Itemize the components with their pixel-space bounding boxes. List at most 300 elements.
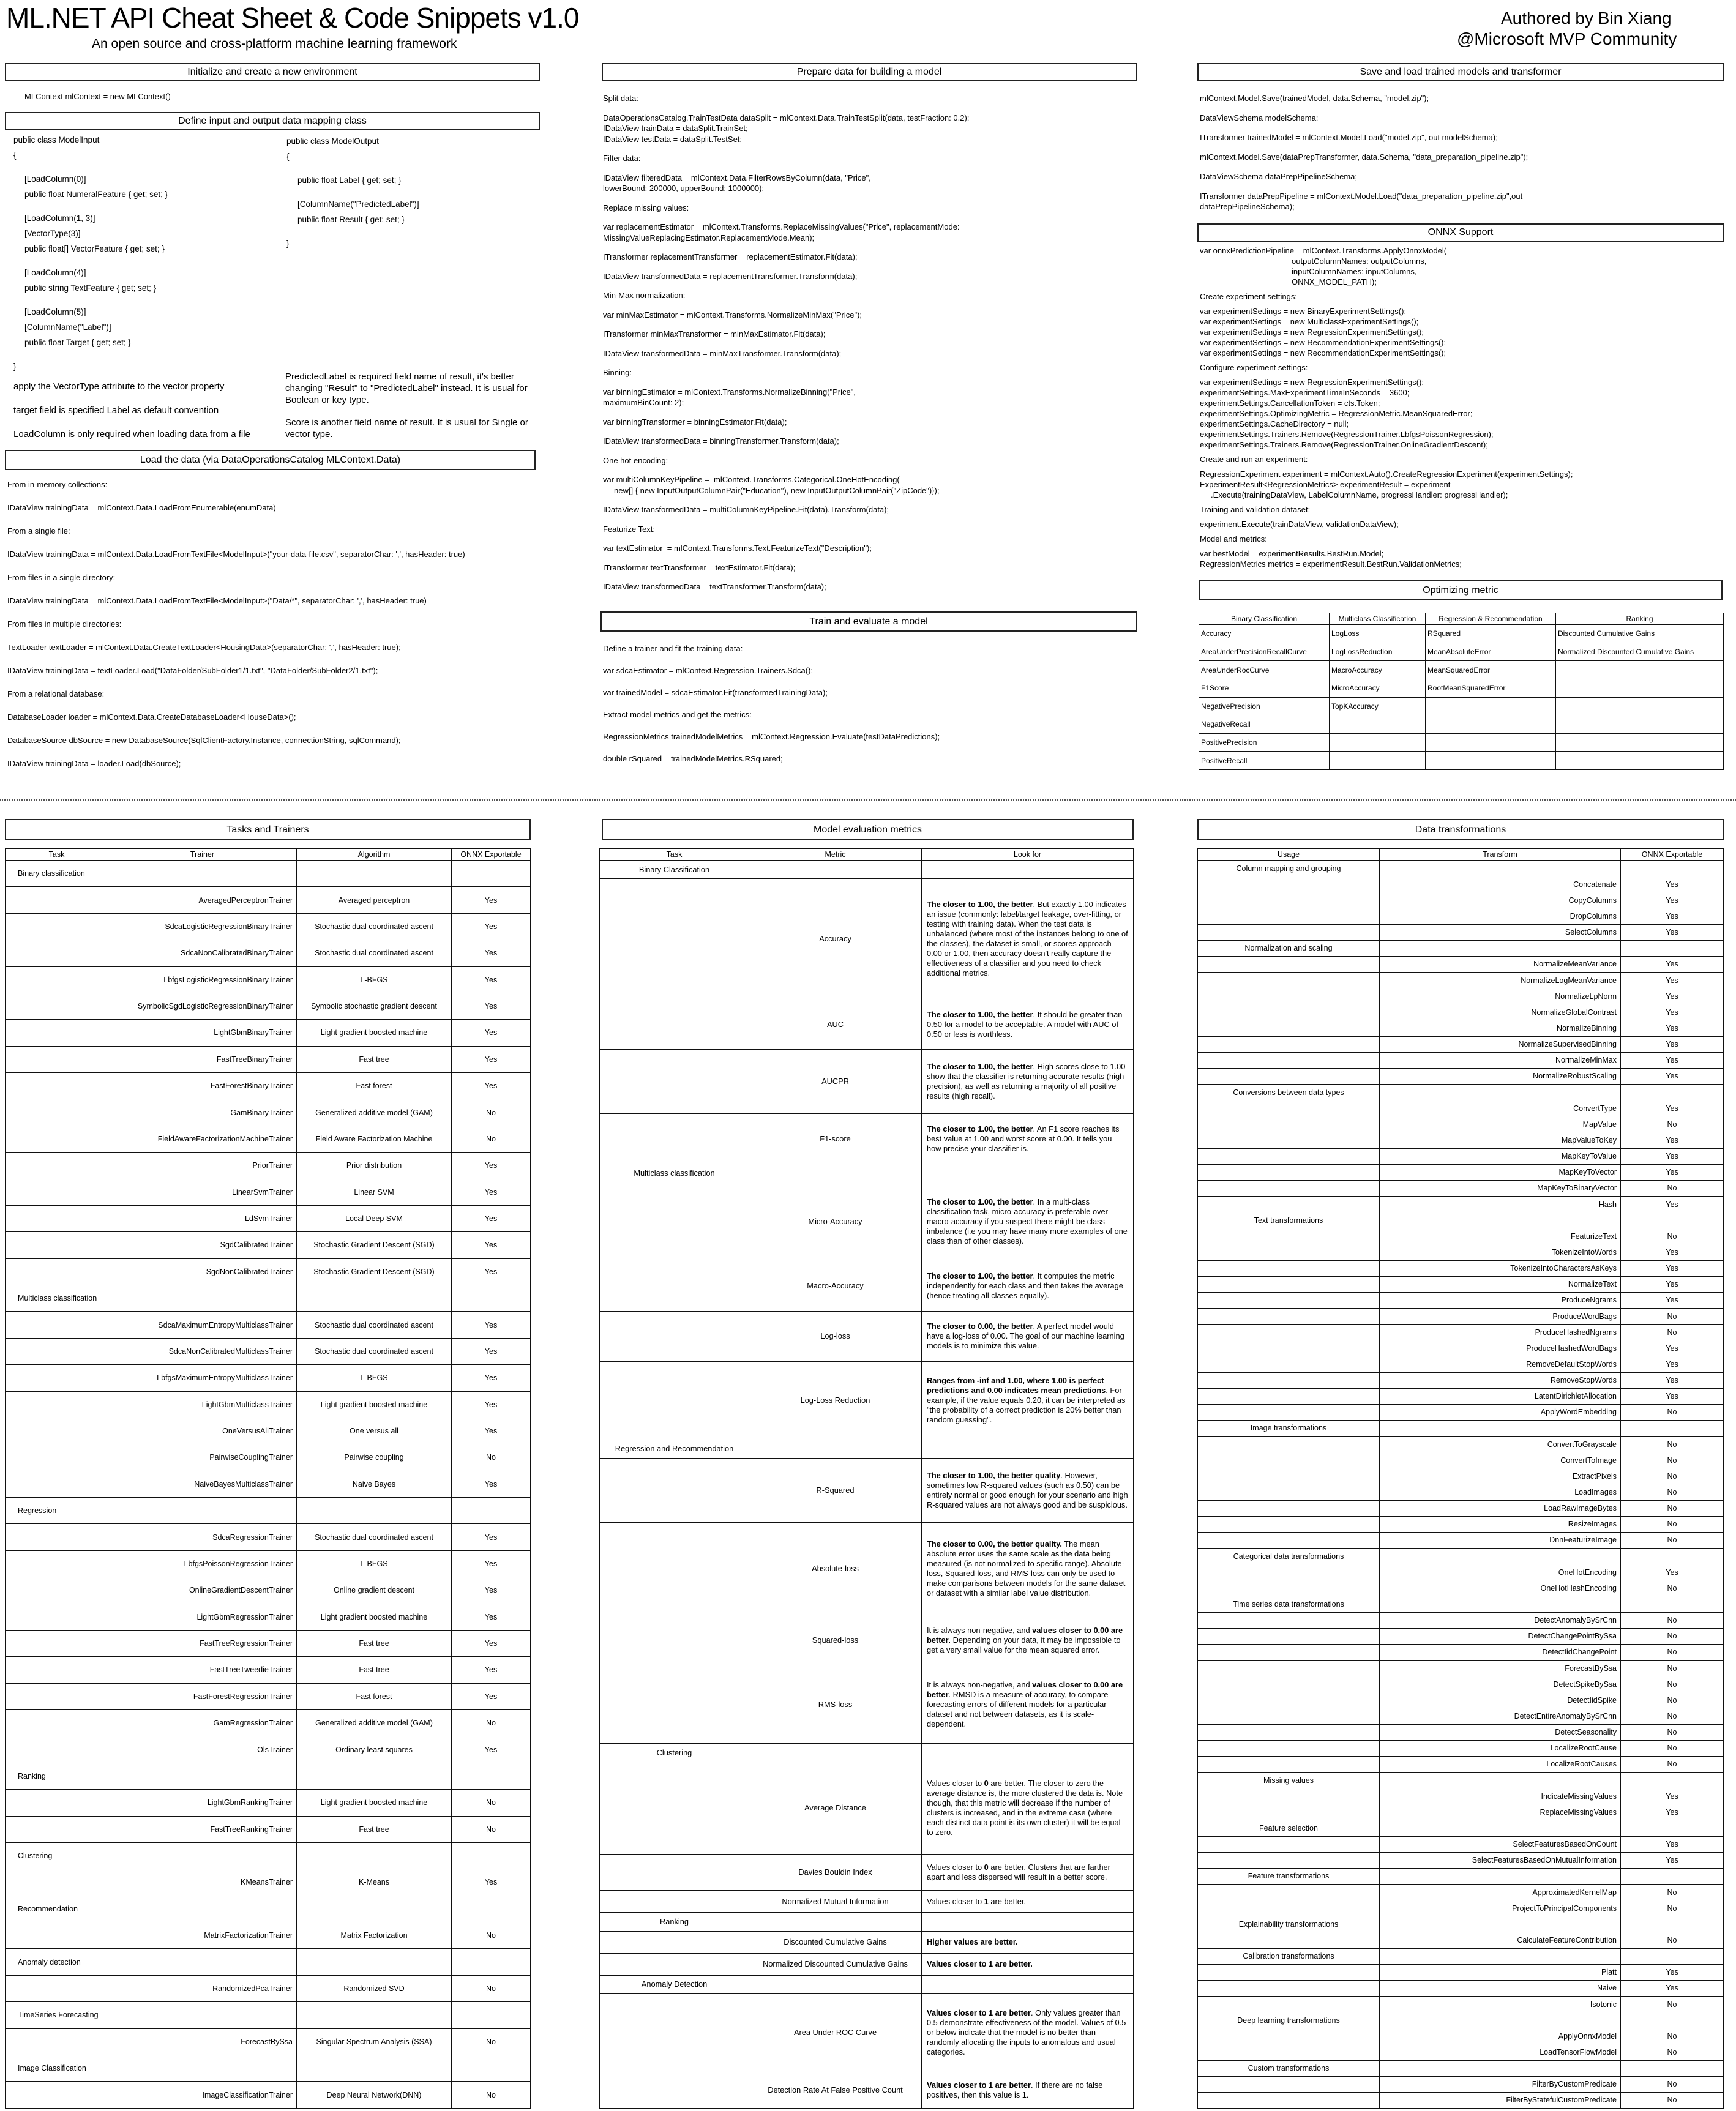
code-line: mlContext.Model.Save(trainedModel, data.Schema, "model.zip"); bbox=[1200, 94, 1429, 103]
prepare-data-code bbox=[603, 93, 969, 601]
code-paragraph bbox=[7, 479, 465, 490]
transform-name: MapKeyToBinaryVector bbox=[1380, 1180, 1621, 1196]
task-name: Binary classification bbox=[6, 861, 108, 887]
usage-name: Categorical data transformations bbox=[1198, 1549, 1380, 1564]
section-header-initialize: Initialize and create a new environment bbox=[5, 63, 540, 81]
code-paragraph bbox=[603, 709, 940, 720]
onnx-exportable: No bbox=[452, 1922, 531, 1949]
trainer-row bbox=[6, 1126, 531, 1152]
transform-name: Hash bbox=[1380, 1196, 1621, 1212]
transform-name: CalculateFeatureContribution bbox=[1380, 1932, 1621, 1948]
algorithm-name: Randomized SVD bbox=[297, 1975, 452, 2001]
onnx-exportable: Yes bbox=[452, 1046, 531, 1072]
code-paragraph bbox=[603, 173, 969, 194]
transform-row bbox=[1198, 1052, 1724, 1068]
onnx-exportable: Yes bbox=[452, 1577, 531, 1604]
trainer-row bbox=[6, 1418, 531, 1444]
metric-cell: PositiveRecall bbox=[1199, 752, 1330, 770]
section-header-tasks-trainers: Tasks and Trainers bbox=[5, 819, 531, 840]
trainer-name: FastForestRegressionTrainer bbox=[108, 1683, 297, 1709]
empty-cell bbox=[1621, 1868, 1724, 1884]
metric-name: AUCPR bbox=[749, 1050, 922, 1114]
section-header-model-evaluation: Model evaluation metrics bbox=[602, 819, 1134, 840]
code-line: From a single file: bbox=[7, 526, 70, 536]
empty-cell bbox=[297, 2002, 452, 2028]
onnx-exportable: Yes bbox=[452, 1657, 531, 1683]
algorithm-name: Online gradient descent bbox=[297, 1577, 452, 1604]
transform-name: ApplyOnnxModel bbox=[1380, 2028, 1621, 2044]
onnx-exportable: No bbox=[1621, 2092, 1724, 2108]
empty-cell bbox=[6, 1471, 108, 1497]
look-for-emphasis: Values closer to 1 are better bbox=[927, 2080, 1031, 2090]
empty-cell bbox=[1198, 1980, 1380, 1996]
empty-cell bbox=[6, 1126, 108, 1152]
task-category-row bbox=[6, 1949, 531, 1975]
transform-row bbox=[1198, 1468, 1724, 1484]
code-line: { bbox=[13, 151, 17, 160]
onnx-exportable: No bbox=[1621, 1308, 1724, 1324]
code-paragraph bbox=[7, 526, 465, 537]
look-for-emphasis: 0 bbox=[984, 1779, 989, 1788]
code-line: TextLoader textLoader = mlContext.Data.CreateTextLoader<HousingData>(separatorChar: ',', hasHeader: true); bbox=[7, 643, 401, 652]
trainer-row bbox=[6, 1710, 531, 1736]
code-paragraph bbox=[7, 689, 465, 700]
empty-cell bbox=[108, 2002, 297, 2028]
section-header-onnx: ONNX Support bbox=[1197, 223, 1724, 242]
look-for-emphasis: The closer to 1.00, the better bbox=[927, 1124, 1033, 1134]
metric-cell bbox=[1330, 733, 1426, 752]
usage-name: Calibration transformations bbox=[1198, 1948, 1380, 1964]
code-line: Create and run an experiment: bbox=[1200, 455, 1308, 464]
code-paragraph bbox=[7, 642, 465, 653]
empty-cell bbox=[1198, 956, 1380, 972]
empty-cell bbox=[452, 1498, 531, 1524]
empty-cell bbox=[922, 1975, 1134, 1993]
empty-cell bbox=[1198, 1292, 1380, 1308]
trainer-name: GamRegressionTrainer bbox=[108, 1710, 297, 1736]
onnx-exportable: Yes bbox=[1621, 1020, 1724, 1036]
code-line: IDataView transformedData = textTransformer.Transform(data); bbox=[603, 582, 826, 591]
transform-name: ApproximatedKernelMap bbox=[1380, 1885, 1621, 1900]
transform-row bbox=[1198, 2076, 1724, 2092]
trainer-row bbox=[6, 1232, 531, 1258]
empty-cell bbox=[600, 879, 749, 999]
empty-cell bbox=[6, 1550, 108, 1577]
empty-cell bbox=[600, 999, 749, 1050]
code-line: experimentSettings.OptimizingMetric = RegressionMetric.MeanSquaredError; bbox=[1200, 409, 1473, 418]
look-for bbox=[922, 999, 1134, 1050]
usage-category-row bbox=[1198, 2012, 1724, 2028]
metric-cell: AreaUnderPrecisionRecallCurve bbox=[1199, 643, 1330, 661]
empty-cell bbox=[1198, 1276, 1380, 1292]
usage-category-row bbox=[1198, 940, 1724, 956]
transform-row bbox=[1198, 1580, 1724, 1596]
code-paragraph bbox=[7, 596, 465, 607]
metric-name: Log-Loss Reduction bbox=[749, 1361, 922, 1440]
code-line: IDataView trainingData = mlContext.Data.LoadFromTextFile<ModelInput>("your-data-file.csv", separatorChar: ',', hasHeader: true) bbox=[7, 550, 465, 559]
trainer-row bbox=[6, 1577, 531, 1604]
code-line: IDataView filteredData = mlContext.Data.FilterRowsByColumn(data, "Price", bbox=[603, 173, 871, 182]
empty-cell bbox=[452, 1896, 531, 1922]
transform-row bbox=[1198, 972, 1724, 988]
code-line: var onnxPredictionPipeline = mlContext.Transforms.ApplyOnnxModel( bbox=[1200, 246, 1447, 255]
empty-cell bbox=[1198, 1340, 1380, 1356]
onnx-exportable: Yes bbox=[1621, 1132, 1724, 1148]
code-paragraph bbox=[603, 436, 969, 447]
transform-row bbox=[1198, 1260, 1724, 1276]
task-name: Ranking bbox=[600, 1913, 749, 1931]
metric-name: Normalized Mutual Information bbox=[749, 1891, 922, 1913]
code-line: RegressionMetrics metrics = experimentResult.BestRun.ValidationMetrics; bbox=[1200, 559, 1462, 569]
trainer-name: AveragedPerceptronTrainer bbox=[108, 887, 297, 913]
code-line: var experimentSettings = new RegressionExperimentSettings(); bbox=[1200, 378, 1424, 387]
metric-cell bbox=[1426, 733, 1556, 752]
note: target field is specified Label as default convention bbox=[13, 405, 219, 416]
code-line: IDataView trainingData = textLoader.Load("DataFolder/SubFolder1/1.txt", "DataFolder/SubFolder2/1.txt"); bbox=[7, 666, 378, 675]
transform-name: NormalizeSupervisedBinning bbox=[1380, 1036, 1621, 1052]
transform-name: ProjectToPrincipalComponents bbox=[1380, 1900, 1621, 1916]
trainer-row bbox=[6, 1471, 531, 1497]
task-name: Ranking bbox=[6, 1763, 108, 1789]
empty-cell bbox=[1198, 2044, 1380, 2060]
transform-name: NormalizeBinning bbox=[1380, 1020, 1621, 1036]
empty-cell bbox=[297, 1285, 452, 1312]
code-paragraph bbox=[603, 581, 969, 592]
metric-row bbox=[600, 1114, 1134, 1164]
metric-cell bbox=[1556, 679, 1724, 697]
empty-cell bbox=[749, 1913, 922, 1931]
table-header-row bbox=[1199, 613, 1724, 625]
transform-row bbox=[1198, 1068, 1724, 1084]
code-paragraph bbox=[7, 549, 465, 560]
look-for-emphasis: The closer to 1.00, the better bbox=[927, 900, 1033, 910]
code-line: ONNX_MODEL_PATH); bbox=[1292, 277, 1377, 286]
mapping-notes-right bbox=[285, 371, 536, 451]
code-paragraph bbox=[603, 643, 940, 654]
code-paragraph bbox=[603, 290, 969, 301]
code-paragraph bbox=[13, 304, 168, 350]
transform-row bbox=[1198, 1325, 1724, 1340]
code-line: public string TextFeature { get; set; } bbox=[24, 283, 157, 293]
empty-cell bbox=[1198, 1468, 1380, 1484]
trainer-name: ForecastBySsa bbox=[108, 2028, 297, 2055]
empty-cell bbox=[452, 1285, 531, 1312]
look-for-emphasis: 1 bbox=[984, 1896, 989, 1906]
empty-cell bbox=[1380, 1420, 1621, 1436]
code-line: double rSquared = trainedModelMetrics.RSquared; bbox=[603, 754, 783, 763]
transform-row bbox=[1198, 1356, 1724, 1372]
code-line: Define a trainer and fit the training data: bbox=[603, 644, 743, 653]
transform-name: Naive bbox=[1380, 1980, 1621, 1996]
empty-cell bbox=[6, 1869, 108, 1896]
empty-cell bbox=[297, 1842, 452, 1869]
empty-cell bbox=[1198, 1228, 1380, 1244]
code-line: RegressionMetrics trainedModelMetrics = mlContext.Regression.Evaluate(testDataPredictions); bbox=[603, 732, 940, 741]
code-line: lowerBound: 200000, upperBound: 1000000); bbox=[603, 184, 765, 193]
empty-cell bbox=[108, 1285, 297, 1312]
metric-row bbox=[600, 879, 1134, 999]
look-for-text: . Only values greater than 0.5 demonstrate effectiveness of the model. Values of 0.5 or below indicate that the model is no better than randomly allocating the inputs to anomalous and usual categories. bbox=[927, 2008, 1126, 2057]
empty-cell bbox=[1198, 1661, 1380, 1676]
table-row bbox=[1199, 715, 1724, 734]
look-for-text: are better. Clusters that are farther apart and less dispersed will result in a better score. bbox=[927, 1863, 1110, 1882]
task-category-row bbox=[600, 861, 1134, 879]
transform-name: OneHotHashEncoding bbox=[1380, 1580, 1621, 1596]
algorithm-name: Light gradient boosted machine bbox=[297, 1020, 452, 1046]
trainer-name: FastTreeRankingTrainer bbox=[108, 1816, 297, 1842]
empty-cell bbox=[297, 861, 452, 887]
transform-row bbox=[1198, 1308, 1724, 1324]
onnx-exportable: Yes bbox=[452, 1683, 531, 1709]
code-line: Configure experiment settings: bbox=[1200, 363, 1308, 372]
look-for bbox=[922, 879, 1134, 999]
code-paragraph bbox=[603, 474, 969, 496]
trainer-row bbox=[6, 1099, 531, 1126]
algorithm-name: Averaged perceptron bbox=[297, 887, 452, 913]
trainer-row bbox=[6, 1391, 531, 1418]
look-for bbox=[922, 1522, 1134, 1615]
look-for-emphasis: The closer to 1.00, the better bbox=[927, 1062, 1033, 1072]
metric-row bbox=[600, 1522, 1134, 1615]
empty-cell bbox=[1380, 2060, 1621, 2076]
task-name: Image Classification bbox=[6, 2055, 108, 2081]
code-line: public class ModelInput bbox=[13, 135, 100, 144]
metric-cell bbox=[1330, 715, 1426, 734]
transform-name: FilterByCustomPredicate bbox=[1380, 2076, 1621, 2092]
code-line: dataPrepPipelineSchema); bbox=[1200, 202, 1295, 211]
onnx-exportable: Yes bbox=[1621, 972, 1724, 988]
model-input-code bbox=[13, 132, 168, 383]
algorithm-name: Fast tree bbox=[297, 1046, 452, 1072]
trainer-row bbox=[6, 1258, 531, 1285]
task-name: Anomaly Detection bbox=[600, 1975, 749, 1993]
onnx-exportable: Yes bbox=[452, 1365, 531, 1391]
trainer-row bbox=[6, 1073, 531, 1099]
empty-cell bbox=[6, 1604, 108, 1630]
code-paragraph bbox=[603, 455, 969, 466]
empty-cell bbox=[1198, 908, 1380, 924]
usage-category-row bbox=[1198, 2060, 1724, 2076]
column-header: Algorithm bbox=[297, 849, 452, 861]
metric-row bbox=[600, 1931, 1134, 1953]
code-line: MissingValueReplacingEstimator.ReplacementMode.Mean); bbox=[603, 233, 815, 242]
transform-name: LocalizeRootCauses bbox=[1380, 1756, 1621, 1772]
transform-name: DetectChangePointBySsa bbox=[1380, 1628, 1621, 1644]
metric-cell: LogLoss bbox=[1330, 625, 1426, 643]
transform-row bbox=[1198, 1516, 1724, 1532]
section-header-train: Train and evaluate a model bbox=[600, 611, 1137, 632]
usage-name: Time series data transformations bbox=[1198, 1596, 1380, 1612]
look-for bbox=[922, 1114, 1134, 1164]
transform-row bbox=[1198, 1740, 1724, 1756]
metric-row bbox=[600, 1261, 1134, 1311]
code-paragraph bbox=[13, 211, 168, 256]
look-for-text: . If there are no false positives, then this value is 1. bbox=[927, 2080, 1103, 2099]
empty-cell bbox=[1621, 1916, 1724, 1932]
usage-category-row bbox=[1198, 1420, 1724, 1436]
usage-name: Conversions between data types bbox=[1198, 1084, 1380, 1100]
look-for-text: Values closer to bbox=[927, 1863, 984, 1872]
empty-cell bbox=[297, 1498, 452, 1524]
table-header-row bbox=[600, 849, 1134, 861]
code-line: IDataView transformedData = replacementTransformer.Transform(data); bbox=[603, 271, 858, 281]
transform-name: MapValue bbox=[1380, 1116, 1621, 1132]
transform-row bbox=[1198, 956, 1724, 972]
transform-name: ProduceNgrams bbox=[1380, 1292, 1621, 1308]
column-header: ONNX Exportable bbox=[1621, 849, 1724, 861]
transform-row bbox=[1198, 1661, 1724, 1676]
transform-name: DnnFeaturizeImage bbox=[1380, 1532, 1621, 1548]
empty-cell bbox=[1198, 1452, 1380, 1468]
empty-cell bbox=[1198, 1788, 1380, 1804]
metric-name: Macro-Accuracy bbox=[749, 1261, 922, 1311]
algorithm-name: Fast tree bbox=[297, 1816, 452, 1842]
transform-row bbox=[1198, 988, 1724, 1004]
table-header-row bbox=[6, 849, 531, 861]
empty-cell bbox=[6, 1444, 108, 1471]
code-line: [LoadColumn(1, 3)] bbox=[24, 214, 95, 223]
task-category-row bbox=[6, 861, 531, 887]
onnx-exportable: No bbox=[1621, 1500, 1724, 1516]
metric-name: AUC bbox=[749, 999, 922, 1050]
metric-name: Davies Bouldin Index bbox=[749, 1855, 922, 1891]
column-header: Multiclass Classification bbox=[1330, 613, 1426, 625]
onnx-exportable: Yes bbox=[1621, 1068, 1724, 1084]
onnx-exportable: Yes bbox=[452, 940, 531, 966]
metric-cell: MeanSquaredError bbox=[1426, 661, 1556, 679]
algorithm-name: Light gradient boosted machine bbox=[297, 1391, 452, 1418]
code-line: var multiColumnKeyPipeline = mlContext.Transforms.Categorical.OneHotEncoding( bbox=[603, 475, 900, 484]
empty-cell bbox=[6, 1179, 108, 1205]
trainer-name: OlsTrainer bbox=[108, 1736, 297, 1763]
code-paragraph bbox=[13, 359, 168, 374]
empty-cell bbox=[6, 1524, 108, 1550]
onnx-exportable: No bbox=[1621, 1516, 1724, 1532]
code-line: public float Target { get; set; } bbox=[24, 338, 131, 347]
metric-name: Area Under ROC Curve bbox=[749, 1993, 922, 2072]
usage-category-row bbox=[1198, 1916, 1724, 1932]
algorithm-name: Pairwise coupling bbox=[297, 1444, 452, 1471]
metric-name: F1-score bbox=[749, 1114, 922, 1164]
transform-name: Isotonic bbox=[1380, 1996, 1621, 2012]
code-line: var trainedModel = sdcaEstimator.Fit(transformedTrainingData); bbox=[603, 688, 828, 697]
onnx-exportable: No bbox=[1621, 1692, 1724, 1708]
trainer-row bbox=[6, 1365, 531, 1391]
transform-row bbox=[1198, 1804, 1724, 1820]
transform-row bbox=[1198, 1148, 1724, 1164]
empty-cell bbox=[1198, 1100, 1380, 1116]
trainer-name: SdcaRegressionTrainer bbox=[108, 1524, 297, 1550]
code-paragraph bbox=[603, 252, 969, 263]
algorithm-name: L-BFGS bbox=[297, 966, 452, 993]
code-paragraph bbox=[1200, 113, 1528, 123]
onnx-exportable: Yes bbox=[1621, 1964, 1724, 1980]
code-line: DataOperationsCatalog.TrainTestData dataSplit = mlContext.Data.TrainTestSplit(data, testFraction: 0.2); bbox=[603, 113, 970, 122]
empty-cell bbox=[1198, 1356, 1380, 1372]
onnx-exportable: Yes bbox=[1621, 1148, 1724, 1164]
onnx-exportable: No bbox=[1621, 1885, 1724, 1900]
onnx-exportable: No bbox=[1621, 1468, 1724, 1484]
trainer-row bbox=[6, 1922, 531, 1949]
empty-cell bbox=[6, 966, 108, 993]
code-line: Extract model metrics and get the metrics: bbox=[603, 710, 752, 719]
metric-cell: NegativeRecall bbox=[1199, 715, 1330, 734]
code-line: Training and validation dataset: bbox=[1200, 505, 1311, 514]
empty-cell bbox=[1198, 1612, 1380, 1628]
look-for-emphasis: The closer to 1.00, the better bbox=[927, 1271, 1033, 1281]
metric-name: Squared-loss bbox=[749, 1615, 922, 1665]
look-for bbox=[922, 1953, 1134, 1975]
section-divider bbox=[0, 799, 1736, 801]
trainer-name: LightGbmBinaryTrainer bbox=[108, 1020, 297, 1046]
code-paragraph bbox=[603, 753, 940, 764]
init-code: MLContext mlContext = new MLContext() bbox=[24, 92, 171, 101]
empty-cell bbox=[1380, 1773, 1621, 1788]
look-for bbox=[922, 1361, 1134, 1440]
code-line: experimentSettings.CancellationToken = cts.Token; bbox=[1200, 398, 1380, 408]
code-paragraph bbox=[286, 133, 419, 164]
empty-cell bbox=[749, 1744, 922, 1762]
transform-row bbox=[1198, 1437, 1724, 1452]
transform-name: ConvertToGrayscale bbox=[1380, 1437, 1621, 1452]
onnx-exportable: Yes bbox=[452, 993, 531, 1019]
empty-cell bbox=[1198, 1036, 1380, 1052]
code-line: public float Result { get; set; } bbox=[297, 215, 405, 224]
onnx-exportable: No bbox=[1621, 1756, 1724, 1772]
trainer-row bbox=[6, 1179, 531, 1205]
code-paragraph bbox=[603, 93, 969, 104]
metric-name: Accuracy bbox=[749, 879, 922, 999]
empty-cell bbox=[600, 1114, 749, 1164]
trainer-name: OnlineGradientDescentTrainer bbox=[108, 1577, 297, 1604]
trainer-row bbox=[6, 940, 531, 966]
transform-name: RemoveDefaultStopWords bbox=[1380, 1356, 1621, 1372]
empty-cell bbox=[600, 1891, 749, 1913]
empty-cell bbox=[6, 1418, 108, 1444]
empty-cell bbox=[1198, 1756, 1380, 1772]
code-line: Featurize Text: bbox=[603, 524, 656, 534]
trainer-row bbox=[6, 1736, 531, 1763]
algorithm-name: Fast forest bbox=[297, 1683, 452, 1709]
onnx-exportable: Yes bbox=[1621, 924, 1724, 940]
code-line: [LoadColumn(5)] bbox=[24, 307, 86, 316]
metric-cell: Discounted Cumulative Gains bbox=[1556, 625, 1724, 643]
onnx-exportable: No bbox=[1621, 1900, 1724, 1916]
section-header-mapping: Define input and output data mapping class bbox=[5, 112, 540, 130]
code-line: From files in a single directory: bbox=[7, 573, 116, 582]
onnx-exportable: No bbox=[1621, 1437, 1724, 1452]
column-header: Transform bbox=[1380, 849, 1621, 861]
table-row bbox=[1199, 661, 1724, 679]
task-name: Regression and Recommendation bbox=[600, 1440, 749, 1458]
look-for-text: . For example, if the value equals 0.20, it can be interpreted as "the probability of a correct prediction is 20% better than random guessing". bbox=[927, 1386, 1126, 1425]
metric-name: Discounted Cumulative Gains bbox=[749, 1931, 922, 1953]
onnx-exportable: No bbox=[1621, 1452, 1724, 1468]
task-name: Clustering bbox=[6, 1842, 108, 1869]
column-header: Task bbox=[6, 849, 108, 861]
transform-name: MapValueToKey bbox=[1380, 1132, 1621, 1148]
empty-cell bbox=[1198, 1388, 1380, 1404]
transform-row bbox=[1198, 1612, 1724, 1628]
model-output-code bbox=[286, 133, 419, 260]
algorithm-name: Stochastic dual coordinated ascent bbox=[297, 913, 452, 940]
metric-row bbox=[600, 1953, 1134, 1975]
onnx-exportable: No bbox=[1621, 1180, 1724, 1196]
onnx-exportable: Yes bbox=[1621, 1980, 1724, 1996]
empty-cell bbox=[600, 2072, 749, 2108]
section-header-optimizing-metric: Optimizing metric bbox=[1199, 580, 1723, 600]
look-for-text: It is always non-negative, and bbox=[927, 1679, 1033, 1689]
